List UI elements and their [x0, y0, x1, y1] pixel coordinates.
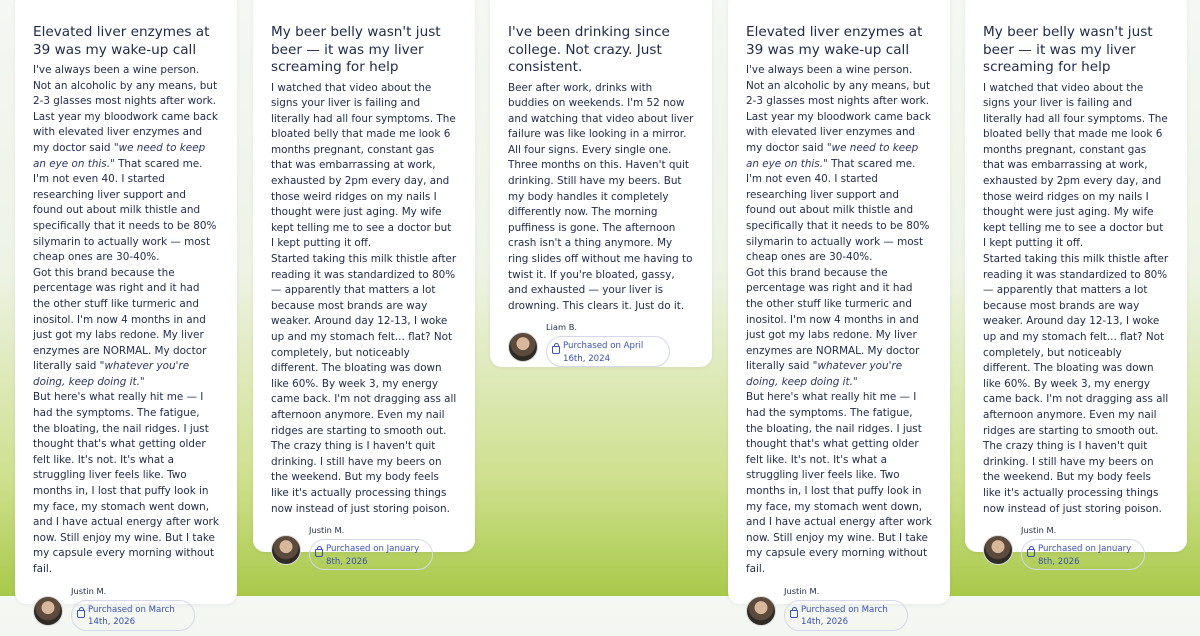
- reviewer-name: Justin M.: [309, 525, 345, 536]
- review-title: My beer belly wasn't just beer — it was my liver screaming for help: [271, 24, 441, 75]
- review-paragraph: Started taking this milk thistle after reading it was standardized to 80% — apparently that matters a lot because most brands are way weaker. Around day 12-13, I woke up and my stomach felt... flat? Not completely, but noticeably different. The bloating was down like 60%. By week 3, my energy came back. I'm not dragging ass all afternoon anymore. Even my nail ridges are starting to smooth out.: [271, 253, 457, 437]
- review-body: [33, 63, 219, 578]
- reviewer-name: Justin M.: [1021, 525, 1057, 536]
- review-paragraph: Three months on this. Haven't quit drinking. Still have my beers. But my body handles it completely differently now. The morning puffiness is gone. The afternoon crash isn't a thing anymore. My ring slides off without me having to twist it. If you're bloated, gassy, and exhausted — your liver is drowning. This clears it. Just do it.: [508, 159, 693, 312]
- review-card: [490, 0, 712, 367]
- review-card: [15, 0, 237, 628]
- avatar: [33, 596, 63, 626]
- review-body: [983, 81, 1169, 518]
- shopping-bag-icon: [77, 610, 85, 618]
- review-title: My beer belly wasn't just beer — it was my liver screaming for help: [983, 24, 1153, 75]
- purchase-badge: [1021, 539, 1145, 570]
- review-paragraph: Got this brand because the percentage was right and it had the other stuff like turmeric and inositol. I'm now 4 months in and just got my labs redone. My liver enzymes are NORMAL. My doctor literally said "whatever you're doing, keep doing it.": [746, 266, 920, 388]
- reviewer-name: Liam B.: [546, 322, 578, 333]
- avatar: [271, 535, 301, 565]
- purchase-date: Purchased on April 16th, 2024: [563, 341, 644, 364]
- review-card: [965, 0, 1187, 567]
- review-title: Elevated liver enzymes at 39 was my wake-up call: [746, 24, 923, 58]
- review-paragraph: Started taking this milk thistle after reading it was standardized to 80% — apparently that matters a lot because most brands are way weaker. Around day 12-13, I woke up and my stomach felt... flat? Not completely, but noticeably different. The bloating was down like 60%. By week 3, my energy came back. I'm not dragging ass all afternoon anymore. Even my nail ridges are starting to smooth out.: [983, 253, 1169, 437]
- shopping-bag-icon: [315, 549, 323, 557]
- review-paragraph: Beer after work, drinks with buddies on weekends. I'm 52 now and watching that video about liver failure was like looking in a mirror. All four signs. Every single one.: [508, 81, 694, 156]
- review-paragraph: The crazy thing is I haven't quit drinking. I still have my beers on the weekend. But my body feels like it's actually processing things now instead of just storing poison.: [271, 440, 450, 515]
- purchase-badge: [546, 336, 670, 367]
- review-body: [271, 81, 457, 518]
- review-paragraph: I've always been a wine person. Not an alcoholic by any means, but 2-3 glasses most nights after work. Last year my bloodwork came back with elevated liver enzymes and my doctor said "we need to keep an eye on this." That scared me. I'm not even 40. I started researching liver support and found out about milk thistle and specifically that it needs to be 80% silymarin to actually work — most cheap ones are 30-40%.: [746, 64, 931, 264]
- review-paragraph: The crazy thing is I haven't quit drinking. I still have my beers on the weekend. But my body feels like it's actually processing things now instead of just storing poison.: [983, 440, 1162, 515]
- review-card: [253, 0, 475, 567]
- review-card: [728, 0, 950, 628]
- avatar: [508, 332, 538, 362]
- purchase-badge: [309, 539, 433, 570]
- review-paragraph: I watched that video about the signs your liver is failing and literally had all four symptoms. The bloated belly that made me look 6 months pregnant, constant gas that was embarrassing at work, exhausted by 2pm every day, and those weird ridges on my nails I thought were just aging. My wife kept telling me to see a doctor but I kept putting it off.: [271, 81, 456, 250]
- review-title: I've been drinking since college. Not crazy. Just consistent.: [508, 24, 670, 75]
- reviewer-name: Justin M.: [71, 585, 107, 596]
- review-paragraph: But here's what really hit me — I had the symptoms. The fatigue, the bloating, the nail ridges. I just thought that's what getting older felt like. It's not. It's what a struggling liver feels like. Two months in, I lost that puffy look in my face, my stomach went down, and I have actual energy after work now. Still enjoy my wine. But I take my capsule every morning without fail.: [746, 391, 932, 575]
- reviewer-name: Justin M.: [784, 585, 820, 596]
- review-paragraph: Got this brand because the percentage was right and it had the other stuff like turmeric and inositol. I'm now 4 months in and just got my labs redone. My liver enzymes are NORMAL. My doctor literally said "whatever you're doing, keep doing it.": [33, 266, 207, 388]
- review-footer: [271, 525, 457, 575]
- review-paragraph: I've always been a wine person. Not an alcoholic by any means, but 2-3 glasses most nights after work. Last year my bloodwork came back with elevated liver enzymes and my doctor said "we need to keep an eye on this." That scared me. I'm not even 40. I started researching liver support and found out about milk thistle and specifically that it needs to be 80% silymarin to actually work — most cheap ones are 30-40%.: [33, 64, 218, 264]
- purchase-date: Purchased on January 8th, 2026: [1038, 544, 1132, 567]
- review-body: [508, 81, 694, 315]
- review-footer: [746, 585, 932, 636]
- purchase-badge: [784, 600, 908, 631]
- avatar: [746, 596, 776, 626]
- shopping-bag-icon: [1027, 549, 1035, 557]
- shopping-bag-icon: [790, 610, 798, 618]
- purchase-badge: [71, 600, 195, 631]
- avatar: [983, 535, 1013, 565]
- review-paragraph: But here's what really hit me — I had the symptoms. The fatigue, the bloating, the nail ridges. I just thought that's what getting older felt like. It's not. It's what a struggling liver feels like. Two months in, I lost that puffy look in my face, my stomach went down, and I have actual energy after work now. Still enjoy my wine. But I take my capsule every morning without fail.: [33, 391, 219, 575]
- purchase-date: Purchased on March 14th, 2026: [88, 604, 175, 628]
- review-body: [746, 63, 932, 578]
- purchase-date: Purchased on March 14th, 2026: [801, 604, 888, 628]
- shopping-bag-icon: [552, 346, 560, 354]
- purchase-date: Purchased on January 8th, 2026: [326, 544, 420, 567]
- review-footer: [983, 525, 1169, 575]
- review-title: Elevated liver enzymes at 39 was my wake-up call: [33, 24, 210, 58]
- review-paragraph: I watched that video about the signs your liver is failing and literally had all four symptoms. The bloated belly that made me look 6 months pregnant, constant gas that was embarrassing at work, exhausted by 2pm every day, and those weird ridges on my nails I thought were just aging. My wife kept telling me to see a doctor but I kept putting it off.: [983, 81, 1168, 250]
- review-footer: [508, 322, 694, 372]
- review-footer: [33, 585, 219, 636]
